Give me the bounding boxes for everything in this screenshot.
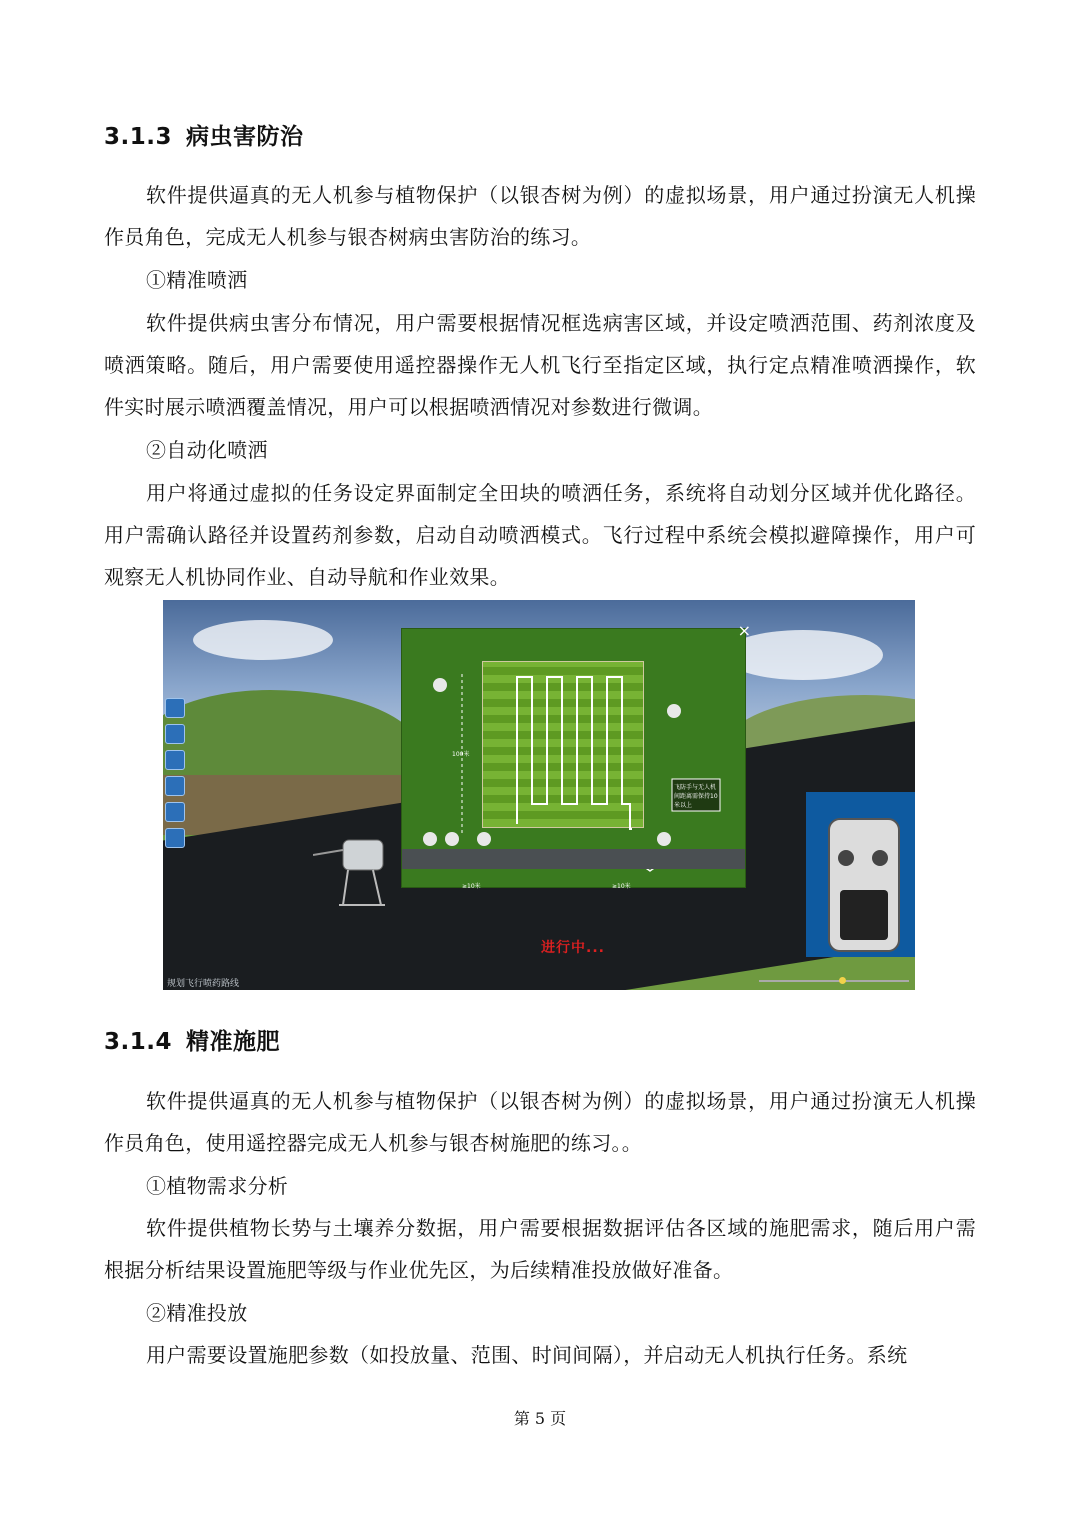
- section-heading-3-1-3: [104, 118, 304, 151]
- figure-caption: 规划飞行喷药路线: [167, 979, 240, 989]
- body-paragraph: 软件提供植物长势与土壤养分数据，用户需要根据数据评估各区域的施肥需求，随后用户需根据分析结果设置施肥等级与作业优先区，为后续精准投放做好准备。: [104, 1216, 976, 1282]
- body-paragraph: 软件提供病虫害分布情况，用户需要根据情况框选病害区域，并设定喷洒范围、药剂浓度及喷洒策略。随后，用户需要使用遥控器操作无人机飞行至指定区域，执行定点精准喷洒操作，软件实时展示喷洒覆盖情况，用户可以根据喷洒情况对参数进行微调。: [104, 311, 976, 419]
- section-intro-paragraph: 软件提供逼真的无人机参与植物保护（以银杏树为例）的虚拟场景，用户通过扮演无人机操作员角色，使用遥控器完成无人机参与银杏树施肥的练习。。: [104, 1089, 976, 1155]
- subsection-title: ①精准喷洒: [146, 268, 248, 292]
- slider-knob[interactable]: [839, 977, 846, 984]
- page-number: 第 5 页: [513, 1409, 567, 1428]
- section-number: 3.1.4: [104, 1029, 172, 1055]
- side-toolbar: [165, 698, 183, 848]
- subsection-title: ②精准投放: [146, 1301, 248, 1325]
- progress-slider[interactable]: [759, 980, 909, 982]
- tool-button[interactable]: [165, 802, 185, 822]
- tool-button[interactable]: [165, 750, 185, 770]
- status-text: 进行中...: [541, 940, 605, 956]
- body-paragraph: 用户需要设置施肥参数（如投放量、范围、时间间隔），并启动无人机执行任务。系统: [146, 1343, 908, 1367]
- tool-button[interactable]: [165, 776, 185, 796]
- tool-button[interactable]: [165, 724, 185, 744]
- remote-controller-view: [806, 792, 915, 957]
- section-title: 病虫害防治: [186, 124, 304, 150]
- section-number: 3.1.3: [104, 124, 172, 150]
- close-icon[interactable]: ×: [737, 621, 751, 640]
- back-arrow-icon[interactable]: [165, 828, 185, 848]
- route-planning-panel: [401, 621, 751, 890]
- drone-simulation-figure: [163, 600, 915, 990]
- tool-button[interactable]: [165, 698, 185, 718]
- section-title: 精准施肥: [186, 1029, 280, 1055]
- drone-sprayer-icon: [313, 825, 403, 915]
- distance-label: ≥10米: [612, 883, 631, 890]
- safety-note: 飞防手与无人机间距离需保持10米以上: [674, 784, 718, 809]
- subsection-title: ①植物需求分析: [146, 1174, 289, 1198]
- runway: [402, 849, 745, 869]
- cloud: [193, 620, 333, 660]
- distance-label: ≥10米: [462, 883, 481, 890]
- body-paragraph: 用户将通过虚拟的任务设定界面制定全田块的喷洒任务，系统将自动划分区域并优化路径。用户需确认路径并设置药剂参数，启动自动喷洒模式。飞行过程中系统会模拟避障操作，用户可观察无人机协同作业、自动导航和作业效果。: [104, 481, 976, 589]
- height-label: 100米: [452, 751, 470, 758]
- section-heading-3-1-4: [104, 1023, 280, 1056]
- section-intro-paragraph: 软件提供逼真的无人机参与植物保护（以银杏树为例）的虚拟场景，用户通过扮演无人机操作员角色，完成无人机参与银杏树病虫害防治的练习。: [104, 183, 976, 249]
- subsection-title: ②自动化喷洒: [146, 438, 268, 462]
- remote-controller-icon: [828, 818, 900, 952]
